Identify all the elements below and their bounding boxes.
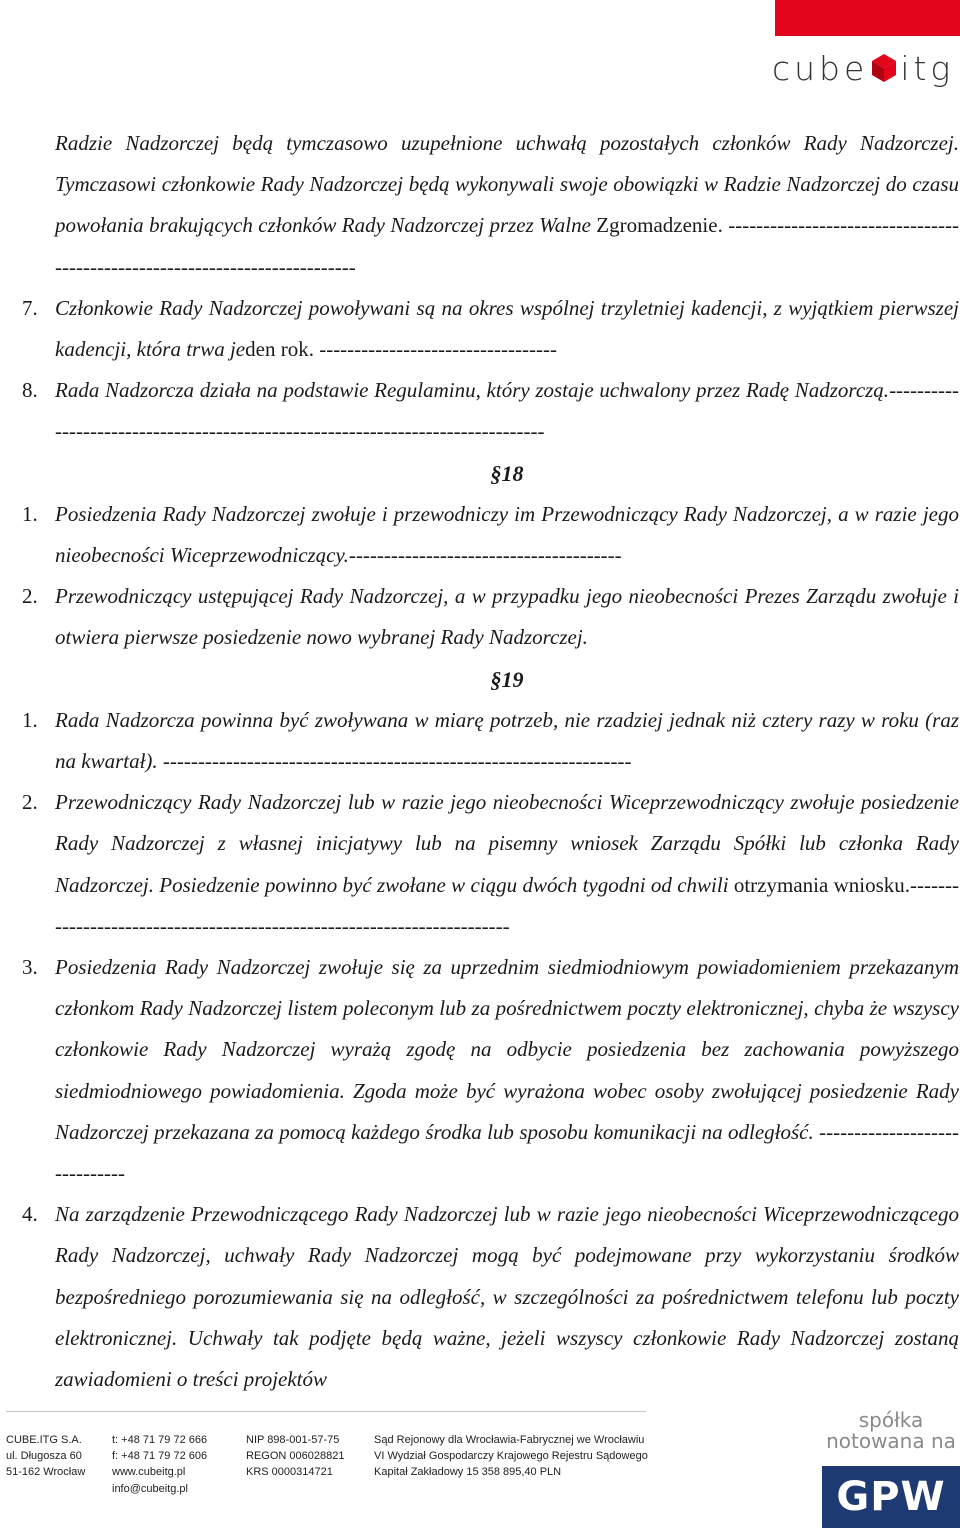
gpw-caption-line: spółka	[858, 1408, 924, 1432]
cube-icon	[871, 53, 897, 83]
gpw-caption-line: notowana na	[826, 1429, 956, 1453]
paragraph-text-italic: Posiedzenia Rady Nadzorczej zwołuje się za uprzednim siedmiodniowym powiadomieniem przekazanym członkom Rady Nadzorczej listem poleconym lub za pośrednictwem poczty elektronicznej, chyba że wszyscy członkowie Rady Nadzorczej wyrażą zgodę na odbycie posiedzenia bez zachowania powyższego siedmiodniowego powiadomienia. Zgoda może być wyrażona wobec osoby zwołującej posiedzenie Rady Nadzorczej przekazana za pomocą każdego środka lub sposobu komunikacji na odległość.	[55, 955, 959, 1144]
footer-line: 51-162 Wrocław	[6, 1466, 86, 1479]
company-logo	[772, 46, 954, 90]
paragraph-text-italic: Rada Nadzorcza powinna być zwoływana w miarę potrzeb, nie rzadziej jednak niż cztery razy w roku (raz na kwartał).	[55, 707, 959, 774]
footer-fax: f: +48 71 79 72 606	[112, 1450, 208, 1463]
footer-line: KRS 0000314721	[246, 1466, 333, 1479]
footer-line: ul. Długosza 60	[6, 1450, 82, 1463]
gpw-badge	[822, 1410, 960, 1528]
paragraph-text-italic: Przewodniczący ustępującej Rady Nadzorczej, a w przypadku jego nieobecności Prezes Zarządu zwołuje i otwiera pierwsze posiedzenie nowo wybranej Rady Nadzorczej.	[55, 584, 959, 650]
footer-divider	[6, 1411, 646, 1412]
paragraph	[22, 700, 959, 782]
paragraph	[22, 123, 959, 288]
paragraph-text-upright: --------------------------------------------------------------------------------	[55, 378, 959, 444]
paragraph-number: 1.	[22, 707, 38, 732]
paragraph-text	[55, 947, 959, 1194]
paragraph-text-upright: -------------------------------------------------------------------	[162, 749, 632, 774]
paragraph-text	[55, 700, 959, 782]
paragraph-text	[55, 782, 959, 947]
paragraph-text	[55, 576, 959, 658]
paragraph-number: 4.	[22, 1202, 38, 1227]
section-heading: §18	[490, 460, 524, 486]
footer-phone: t: +48 71 79 72 666	[112, 1434, 208, 1446]
footer-website-link[interactable]: www.cubeitg.pl	[112, 1466, 186, 1479]
paragraph-text-italic: Rada Nadzorcza działa na podstawie Regulaminu, który zostaje uchwalony przez Radę Nadzorczą.	[55, 378, 890, 403]
section-heading: §19	[490, 666, 524, 692]
paragraph-text-upright: Zgromadzenie. ----------------------------------------------------------------------------	[55, 213, 959, 279]
header-red-bar	[775, 0, 960, 36]
document-body	[22, 123, 959, 1400]
paragraph-number: 1.	[22, 501, 38, 526]
paragraph-text-upright: ---------------------------------------	[348, 543, 622, 568]
paragraph-text	[55, 288, 959, 370]
footer-line: Sąd Rejonowy dla Wrocławia-Fabrycznej we Wrocławiu	[374, 1434, 645, 1446]
paragraph	[22, 947, 959, 1194]
paragraph	[22, 370, 959, 452]
paragraph	[22, 576, 959, 658]
paragraph-text-italic: Posiedzenia Rady Nadzorczej zwołuje i przewodniczy im Przewodniczący Rady Nadzorczej, a w razie jego nieobecności Wiceprzewodniczący.	[55, 501, 959, 568]
logo-text-right: itg	[900, 48, 955, 88]
footer-line: NIP 898-001-57-75	[246, 1434, 340, 1446]
footer-line: VI Wydział Gospodarczy Krajowego Rejestru Sądowego	[374, 1450, 648, 1463]
paragraph-text-upright: otrzymania wniosku.------------------------------------------------------------------------	[55, 872, 959, 938]
paragraph-number: 2.	[22, 790, 38, 815]
footer-line: CUBE.ITG S.A.	[6, 1434, 82, 1446]
paragraph-text	[55, 494, 959, 576]
paragraph-number: 2.	[22, 584, 38, 609]
paragraph-text-italic: Radzie Nadzorczej będą tymczasowo uzupełnione uchwałą pozostałych członków Rady Nadzorczej. Tymczasowi członkowie Rady Nadzorczej będą wykonywali swoje obowiązki w Radzie Nadzorczej do czasu powołania brakujących członków Rady Nadzorczej przez Walne	[55, 131, 959, 238]
footer-registry-ids	[246, 1432, 344, 1481]
paragraph	[22, 1194, 959, 1400]
paragraph-number: 8.	[22, 378, 38, 403]
footer-address	[6, 1432, 85, 1481]
paragraph	[22, 494, 959, 576]
footer-contact	[112, 1432, 207, 1497]
footer-line: REGON 006028821	[246, 1450, 345, 1463]
paragraph-text	[55, 1194, 959, 1400]
gpw-caption	[822, 1410, 960, 1452]
paragraph-text-italic: Na zarządzenie Przewodniczącego Rady Nadzorczej lub w razie jego nieobecności Wiceprzewodniczącego Rady Nadzorczej, uchwały Rady Nadzorczej mogą być podejmowane przy wykorzystaniu środków bezpośredniego porozumiewania się na odległość, w szczególności za pośrednictwem telefonu lub poczty elektronicznej. Uchwały tak podjęte będą ważne, jeżeli wszyscy członkowie Rady Nadzorczej zostaną zawiadomieni o treści projektów	[55, 1202, 959, 1392]
paragraph-number: 3.	[22, 955, 38, 980]
paragraph-text-italic: Członkowie Rady Nadzorczej powoływani są na okres wspólnej trzyletniej kadencji, z wyjątkiem pierwszej kadencji, która trwa je	[55, 295, 959, 362]
gpw-logo: GPW	[822, 1466, 960, 1528]
footer-line: Kapitał Zakładowy 15 358 895,40 PLN	[374, 1466, 562, 1479]
logo-text-left: cube	[772, 48, 869, 88]
paragraph-text	[55, 123, 959, 288]
paragraph	[22, 288, 959, 370]
paragraph-text	[55, 370, 959, 452]
paragraph-text-upright: den rok. ----------------------------------	[245, 337, 557, 362]
paragraph-text-upright: ------------------------------	[55, 1119, 959, 1186]
paragraph-text-italic: Przewodniczący Rady Nadzorczej lub w razie jego nieobecności Wiceprzewodniczący zwołuje posiedzenie Rady Nadzorczej z własnej inicjatywy lub na pisemny wniosek Zarządu Spółki lub członka Rady Nadzorczej. Posiedzenie powinno być zwołane w ciągu dwóch tygodni od chwili	[55, 790, 959, 897]
paragraph	[22, 782, 959, 947]
paragraph-number: 7.	[22, 295, 38, 320]
footer-email-link[interactable]: info@cubeitg.pl	[112, 1482, 188, 1495]
footer-court-info	[374, 1432, 648, 1481]
